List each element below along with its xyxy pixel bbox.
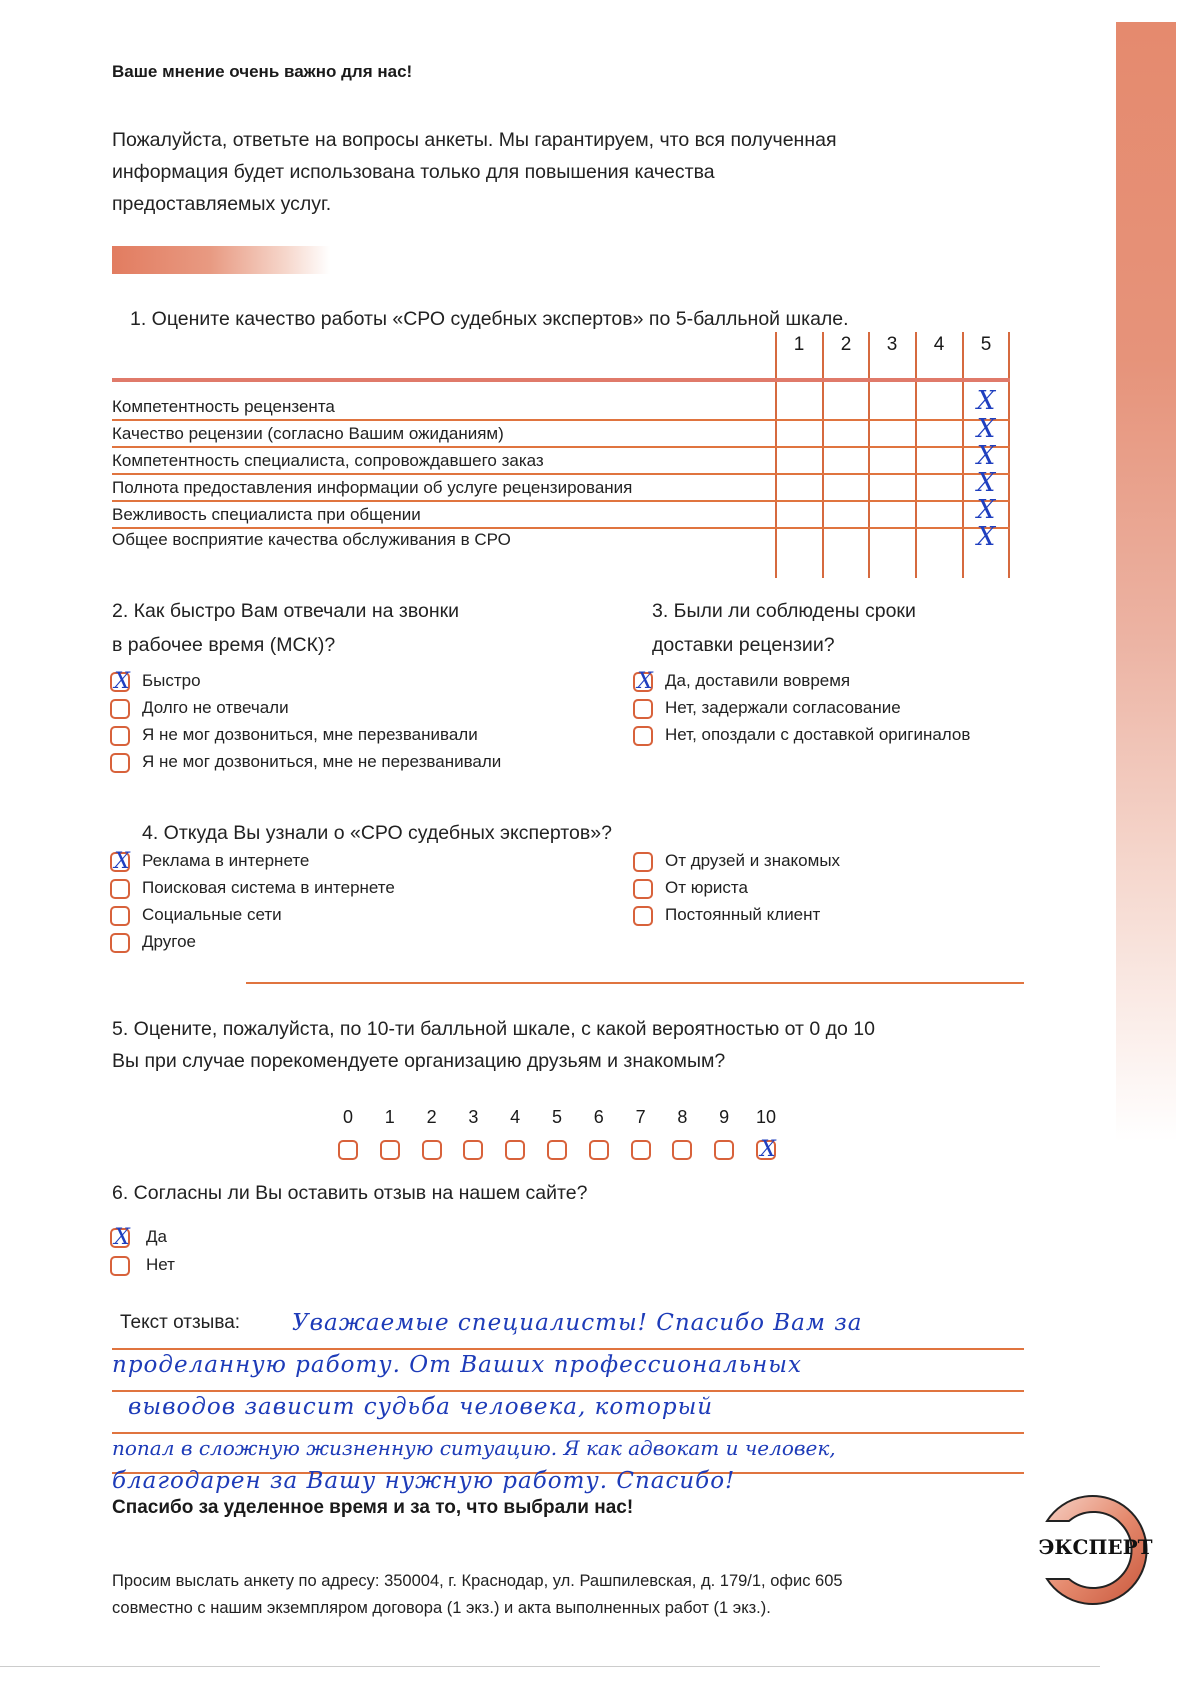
scale-number: 7: [635, 1107, 646, 1127]
option-checkbox[interactable]: [110, 1225, 130, 1250]
scale-number: 1: [384, 1107, 395, 1127]
option-label: Нет, опоздали с доставкой оригиналов: [665, 725, 971, 744]
review-line: [112, 1348, 1024, 1350]
rating-cell-1[interactable]: [777, 470, 821, 496]
x-mark-icon: X: [976, 386, 996, 416]
rating-cell-5[interactable]: [964, 388, 1008, 414]
option-checkbox[interactable]: [633, 852, 653, 872]
rating-column-header: 2: [840, 334, 852, 355]
rating-column-header: 4: [933, 334, 945, 355]
option-label: Быстро: [142, 671, 201, 690]
scale-checkbox[interactable]: [380, 1140, 400, 1160]
scale-checkbox[interactable]: [422, 1140, 442, 1160]
intro-text: [112, 124, 1012, 220]
option-checkbox[interactable]: [633, 726, 653, 746]
decorative-side-strip: [1116, 22, 1176, 1142]
option-checkbox[interactable]: [110, 1256, 130, 1276]
table-header-divider: [112, 378, 1010, 382]
rating-column-header: 3: [886, 334, 898, 355]
checkmark-x-icon: X: [114, 1225, 130, 1250]
option-label: Я не мог дозвониться, мне не перезванивали: [142, 752, 502, 771]
rating-cell-3[interactable]: [870, 416, 914, 442]
q4-other-input[interactable]: [246, 982, 1024, 984]
option-label: От юриста: [665, 878, 748, 897]
address-line: Просим выслать анкету по адресу: 350004, г. Краснодар, ул. Рашпилевская, д. 179/1, офис 605: [112, 1572, 843, 1590]
x-mark-icon: X: [976, 414, 996, 444]
scale-checkbox[interactable]: [463, 1140, 483, 1160]
rating-cell-1[interactable]: [777, 443, 821, 469]
rating-cell-4[interactable]: [917, 497, 961, 523]
rating-cell-3[interactable]: [870, 524, 914, 550]
rating-row-label: Качество рецензии (согласно Вашим ожиданиям): [112, 424, 504, 443]
q4-title: 4. Откуда Вы узнали о «СРО судебных экспертов»?: [142, 822, 612, 844]
option-label: Я не мог дозвониться, мне перезванивали: [142, 725, 478, 744]
scale-number: 6: [593, 1107, 604, 1127]
page-title: Ваше мнение очень важно для нас!: [112, 62, 413, 81]
option-checkbox[interactable]: [633, 699, 653, 719]
intro-line: предоставляемых услуг.: [112, 193, 332, 215]
option-label: Да: [146, 1227, 167, 1246]
option-checkbox[interactable]: [110, 906, 130, 926]
intro-line: Пожалуйста, ответьте на вопросы анкеты. Мы гарантируем, что вся полученная: [112, 129, 837, 151]
rating-row-label: Компетентность рецензента: [112, 397, 335, 416]
rating-cell-1[interactable]: [777, 416, 821, 442]
rating-row-label: Компетентность специалиста, сопровождавшего заказ: [112, 451, 544, 470]
option-checkbox[interactable]: [633, 879, 653, 899]
option-checkbox[interactable]: [110, 933, 130, 953]
scale-checkbox[interactable]: [589, 1140, 609, 1160]
handwritten-line: проделанную работу. От Ваших профессиональных: [112, 1352, 802, 1378]
option-label: Реклама в интернете: [142, 851, 310, 870]
option-label: Постоянный клиент: [665, 905, 821, 924]
checkmark-x-icon: X: [637, 669, 653, 694]
option-checkbox[interactable]: [633, 669, 653, 694]
option-label: От друзей и знакомых: [665, 851, 841, 870]
rating-cell-5[interactable]: [964, 443, 1008, 469]
mailing-address: [112, 1568, 1012, 1622]
rating-cell-3[interactable]: [870, 443, 914, 469]
rating-cell-5[interactable]: [964, 524, 1008, 550]
accent-bar: [112, 246, 330, 274]
scale-number: 9: [719, 1107, 730, 1127]
scale-number: 2: [426, 1107, 437, 1127]
rating-cell-1[interactable]: [777, 388, 821, 414]
option-checkbox[interactable]: [110, 879, 130, 899]
option-checkbox[interactable]: [110, 726, 130, 746]
review-line: [112, 1390, 1024, 1392]
rating-cell-4[interactable]: [917, 388, 961, 414]
option-label: Долго не отвечали: [142, 698, 289, 717]
option-label: Нет, задержали согласование: [665, 698, 901, 717]
option-label: Поисковая система в интернете: [142, 878, 395, 897]
rating-cell-5[interactable]: [964, 416, 1008, 442]
review-label: Текст отзыва:: [120, 1312, 241, 1333]
q5-title-line2: Вы при случае порекомендуете организацию друзьям и знакомым?: [112, 1050, 726, 1072]
rating-cell-4[interactable]: [917, 443, 961, 469]
rating-row-label: Вежливость специалиста при общении: [112, 505, 421, 524]
handwritten-line: выводов зависит судьба человека, который: [128, 1394, 714, 1420]
scale-number: 8: [677, 1107, 688, 1127]
option-checkbox[interactable]: [110, 669, 130, 694]
rating-cell-5[interactable]: [964, 470, 1008, 496]
option-label: Нет: [146, 1255, 175, 1274]
q2-title-line2: в рабочее время (МСК)?: [112, 634, 336, 656]
rating-cell-2[interactable]: [824, 443, 868, 469]
scale-number: 3: [468, 1107, 479, 1127]
rating-cell-2[interactable]: [824, 388, 868, 414]
option-checkbox[interactable]: [633, 906, 653, 926]
option-label: Другое: [142, 932, 197, 951]
scale-checkbox[interactable]: [672, 1140, 692, 1160]
checkmark-x-icon: X: [114, 669, 130, 694]
rating-cell-4[interactable]: [917, 524, 961, 550]
option-label: Социальные сети: [142, 905, 282, 924]
review-line: [112, 1432, 1024, 1434]
x-mark-icon: X: [976, 522, 996, 552]
rating-cell-1[interactable]: [777, 497, 821, 523]
q3-title-line2: доставки рецензии?: [652, 634, 835, 656]
scale-checkbox[interactable]: [505, 1140, 525, 1160]
q2-title-line1: 2. Как быстро Вам отвечали на звонки: [112, 600, 460, 622]
rating-cell-5[interactable]: [964, 497, 1008, 523]
q6-title: 6. Согласны ли Вы оставить отзыв на нашем сайте?: [112, 1182, 588, 1204]
rating-row-label: Общее восприятие качества обслуживания в СРО: [112, 530, 511, 549]
handwritten-line: попал в сложную жизненную ситуацию. Я как адвокат и человек,: [112, 1436, 836, 1460]
scale-checkbox[interactable]: [338, 1140, 358, 1160]
option-checkbox[interactable]: [110, 753, 130, 773]
q5-title-line1: 5. Оцените, пожалуйста, по 10-ти балльной шкале, с какой вероятностью от 0 до 10: [112, 1018, 875, 1040]
option-checkbox[interactable]: [110, 699, 130, 719]
scale-number: 4: [510, 1107, 521, 1127]
address-line: совместно с нашим экземпляром договора (1 экз.) и акта выполненных работ (1 экз.).: [112, 1599, 771, 1617]
option-checkbox[interactable]: [110, 849, 130, 874]
handwritten-line: Уважаемые специалисты! Спасибо Вам за: [292, 1310, 863, 1336]
q1-title: 1. Оцените качество работы «СРО судебных экспертов» по 5-балльной шкале.: [130, 308, 849, 330]
grid-column-line: [1008, 332, 1010, 578]
rating-cell-3[interactable]: [870, 388, 914, 414]
scale-checkbox[interactable]: [631, 1140, 651, 1160]
scale-number: 0: [342, 1107, 353, 1127]
scale-number: 5: [551, 1107, 562, 1127]
checkmark-x-icon: X: [760, 1137, 776, 1162]
rating-cell-2[interactable]: [824, 524, 868, 550]
rating-cell-3[interactable]: [870, 497, 914, 523]
scale-number: 10: [755, 1107, 777, 1127]
rating-cell-2[interactable]: [824, 416, 868, 442]
option-label: Да, доставили вовремя: [665, 671, 851, 690]
scale-checkbox[interactable]: [714, 1140, 734, 1160]
x-mark-icon: X: [976, 441, 996, 471]
page-bottom-rule: [0, 1666, 1100, 1667]
rating-cell-4[interactable]: [917, 470, 961, 496]
x-mark-icon: X: [976, 468, 996, 498]
rating-cell-2[interactable]: [824, 497, 868, 523]
logo-text: ЭКСПЕРТ: [1038, 1535, 1153, 1559]
expert-logo: [1033, 1487, 1158, 1612]
handwritten-line: благодарен за Вашу нужную работу. Спасибо!: [112, 1468, 736, 1494]
q3-title-line1: 3. Были ли соблюдены сроки: [652, 600, 916, 622]
rating-cell-4[interactable]: [917, 416, 961, 442]
rating-column-header: 5: [980, 334, 992, 355]
checkmark-x-icon: X: [114, 849, 130, 874]
rating-cell-1[interactable]: [777, 524, 821, 550]
thanks-text: Спасибо за уделенное время и за то, что выбрали нас!: [112, 1497, 634, 1518]
scale-checkbox[interactable]: [756, 1137, 776, 1162]
scale-checkbox[interactable]: [547, 1140, 567, 1160]
rating-cell-3[interactable]: [870, 470, 914, 496]
rating-row-label: Полнота предоставления информации об услуге рецензирования: [112, 478, 633, 497]
intro-line: информация будет использована только для повышения качества: [112, 161, 715, 183]
rating-cell-2[interactable]: [824, 470, 868, 496]
x-mark-icon: X: [976, 495, 996, 525]
rating-column-header: 1: [793, 334, 805, 355]
